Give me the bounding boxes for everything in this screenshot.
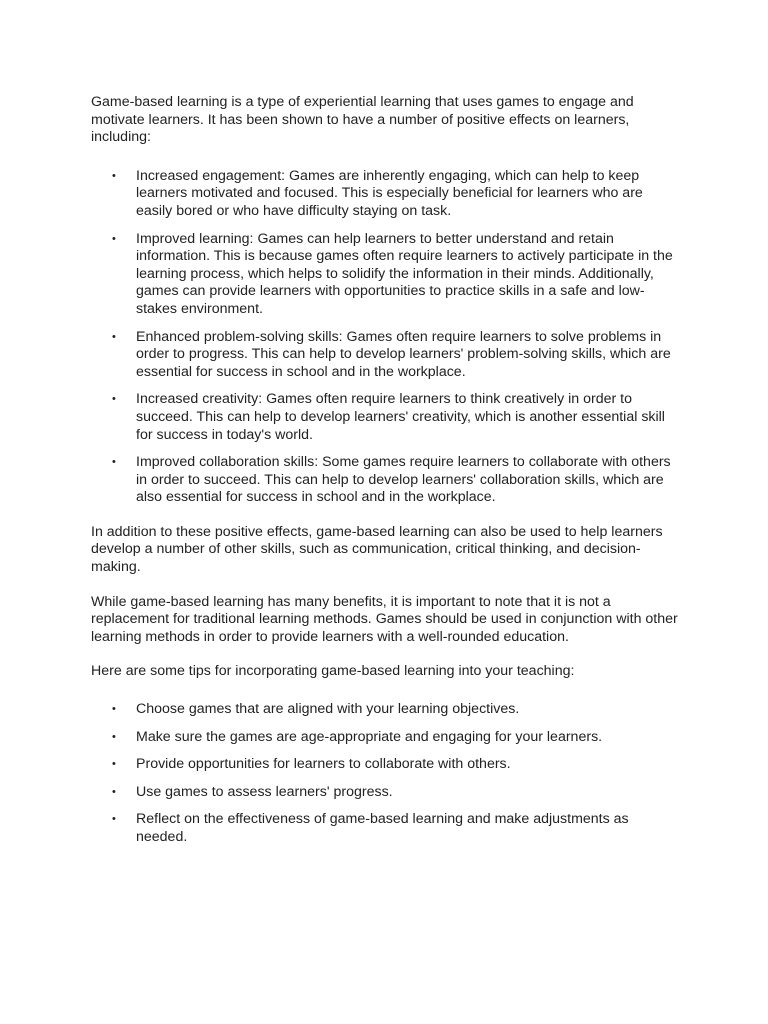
list-item xyxy=(91,756,681,774)
bullet-icon: • xyxy=(112,456,116,469)
list-item-text: Reflect on the effectiveness of game-based learning and make adjustments as needed. xyxy=(136,811,629,845)
tips-list xyxy=(91,701,681,847)
bullet-icon: • xyxy=(112,813,116,826)
list-item-text: Provide opportunities for learners to collaborate with others. xyxy=(136,756,511,773)
list-item xyxy=(91,729,681,747)
list-item xyxy=(91,391,681,444)
bullet-icon: • xyxy=(112,169,116,182)
addition-paragraph: In addition to these positive effects, game-based learning can also be used to help learners develop a number of other skills, such as communication, critical thinking, and decision-making. xyxy=(91,523,663,576)
bullet-icon: • xyxy=(112,232,116,245)
list-item xyxy=(91,168,681,221)
bullet-icon: • xyxy=(112,758,116,771)
list-item xyxy=(91,454,681,507)
caveat-paragraph: While game-based learning has many benefits, it is important to note that it is not a replacement for traditional learning methods. Games should be used in conjunction with other learning methods in order to provide learners with a well-rounded education. xyxy=(91,593,678,645)
document-body xyxy=(91,94,681,847)
bullet-icon: • xyxy=(112,330,116,343)
list-item xyxy=(91,784,681,802)
effects-list xyxy=(91,168,681,507)
list-item-text: Use games to assess learners' progress. xyxy=(136,783,393,800)
list-item-text: Enhanced problem-solving skills: Games often require learners to solve problems in order to progress. This can help to develop learners' problem-solving skills, which are essential for success in school and in the workplace. xyxy=(136,328,671,380)
list-item xyxy=(91,231,681,319)
list-item-text: Improved learning: Games can help learners to better understand and retain information. This is because games often require learners to actively participate in the learning process, which helps to solidify the information in their minds. Additionally, games can provide learners with opportunities to practice skills in a safe and low-stakes environment. xyxy=(136,230,673,317)
list-item-text: Choose games that are aligned with your learning objectives. xyxy=(136,701,520,718)
list-item-text: Improved collaboration skills: Some games require learners to collaborate with others in order to succeed. This can help to develop learners' collaboration skills, which are also essential for success in school and in the workplace. xyxy=(136,454,671,506)
bullet-icon: • xyxy=(112,393,116,406)
bullet-icon: • xyxy=(112,730,116,743)
tips-intro-paragraph: Here are some tips for incorporating game-based learning into your teaching: xyxy=(91,663,575,680)
bullet-icon: • xyxy=(112,785,116,798)
list-item xyxy=(91,811,681,846)
list-item-text: Increased creativity: Games often require learners to think creatively in order to succeed. This can help to develop learners' creativity, which is another essential skill for success in today's world. xyxy=(136,391,665,443)
list-item-text: Increased engagement: Games are inherently engaging, which can help to keep learners motivated and focused. This is especially beneficial for learners who are easily bored or who have difficulty staying on task. xyxy=(136,167,643,219)
intro-paragraph: Game-based learning is a type of experiential learning that uses games to engage and motivate learners. It has been shown to have a number of positive effects on learners, including: xyxy=(91,94,634,146)
bullet-icon: • xyxy=(112,703,116,716)
list-item-text: Make sure the games are age-appropriate and engaging for your learners. xyxy=(136,728,603,745)
list-item xyxy=(91,701,681,719)
list-item xyxy=(91,329,681,382)
